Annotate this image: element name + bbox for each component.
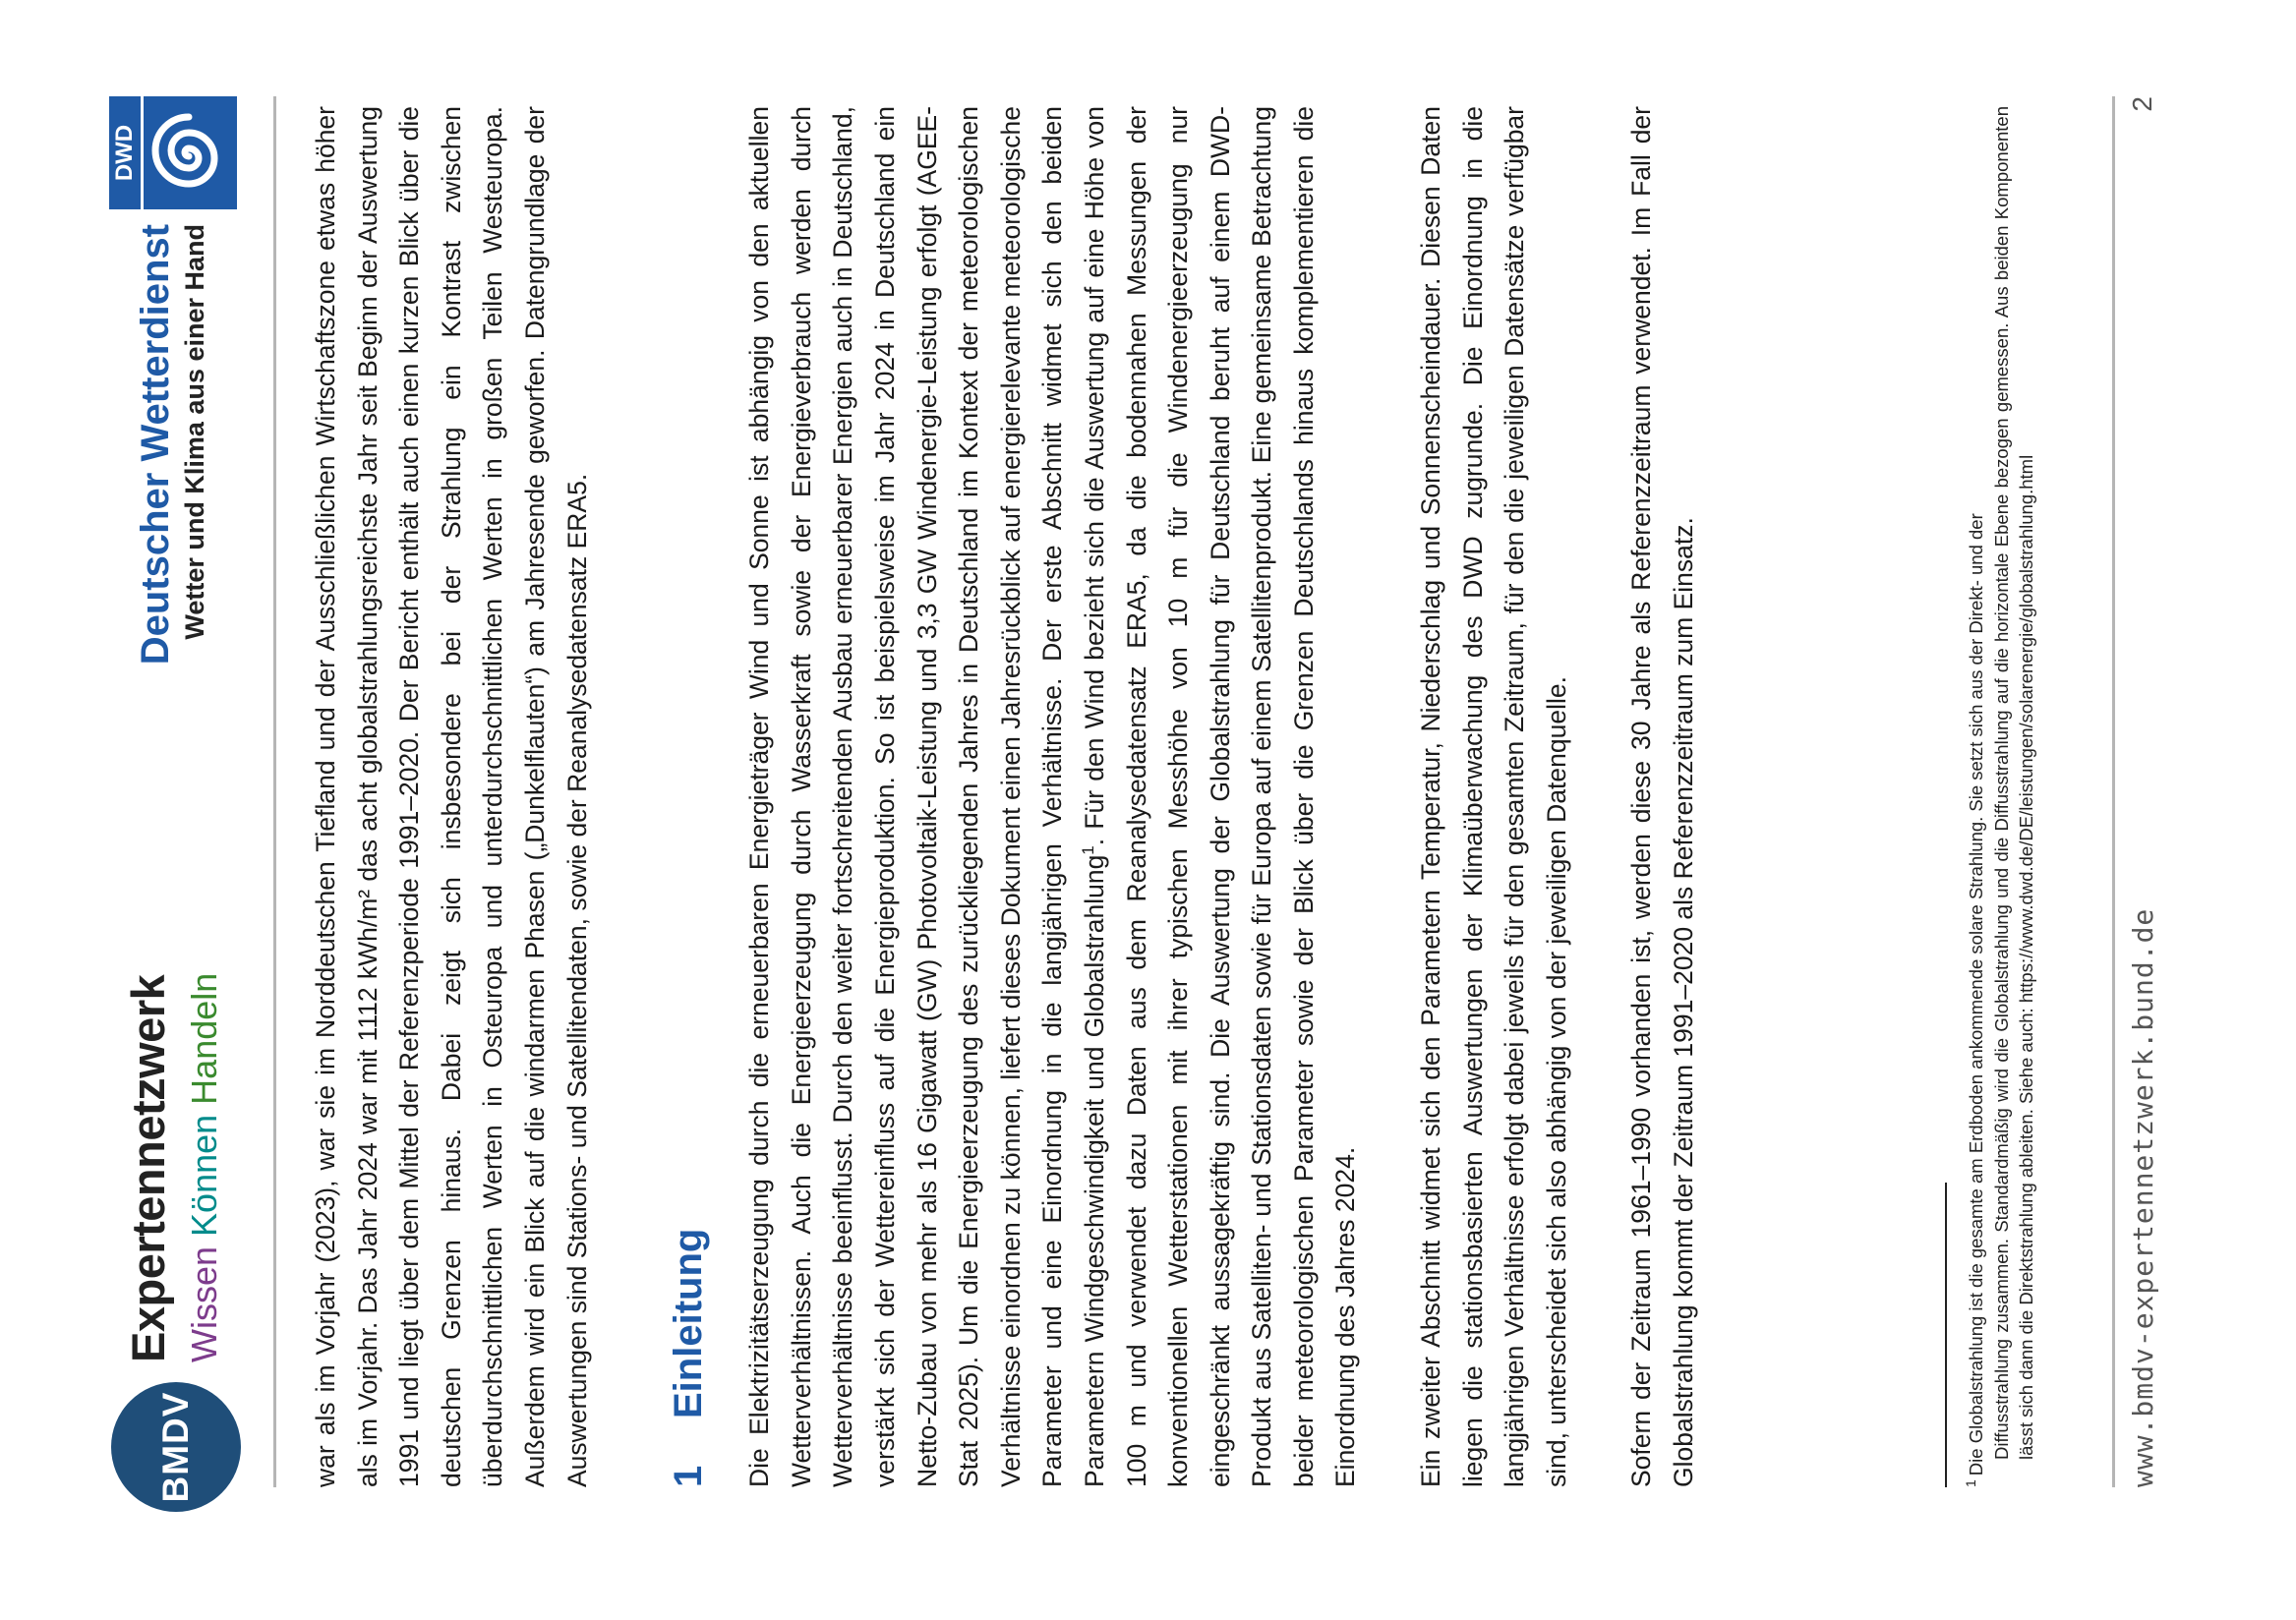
footnote-text-first: Die Globalstrahlung ist die gesamte am Erdboden ankommende solare Strahlung. Sie setzt sich aus der Direkt- und der: [1966, 513, 1986, 1476]
paragraph-1-part-a: Die Elektrizitätserzeugung durch die erneuerbaren Energieträger Wind und Sonne ist abhängig von den aktuellen Wetterverhältnissen. Auch die Energieerzeugung durch Wasserkraft sowie der Energieverbrauch werden durch Wetterverhältnisse beeinflusst. Durch den weiter fortschreitenden Ausbau erneuerbarer Energien auch in Deutschland, verstärkt sich der Wettereinfluss auf die Energieproduktion. So ist beispielsweise im Jahr 2024 in Deutschland ein Netto-Zubau von mehr als 16 Gigawatt (GW) Photovoltaik-Leistung und 3,3 GW Windenergie-Leistung erfolgt (AGEE-Stat 2025). Um die Energieerzeugung des zurückliegenden Jahres in Deutschland im Kontext der meteorologischen Verhältnisse einordnen zu können, liefert dieses Dokument einen Jahresrückblick auf energierelevante meteorologische Parameter und eine Einordnung in die langjährigen Verhältnisse. Der erste Abschnitt widmet sich den beiden Parametern Windgeschwindigkeit und Globalstrahlung: [744, 106, 1109, 1487]
dwd-logo-label: DWD: [111, 96, 144, 209]
dwd-spiral-icon: [145, 103, 233, 202]
expertennetzwerk-title: Expertennetzwerk: [122, 974, 174, 1362]
section-paragraph-3: Sofern der Zeitraum 1961–1990 vorhanden ist, werden diese 30 Jahre als Referenzzeitraum verwendet. Im Fall der Globalstrahlung kommt der Zeitraum 1991–2020 als Referenzzeitraum zum Einsatz.: [1626, 106, 1699, 1487]
slogan-handeln: Handeln: [184, 972, 224, 1105]
footnote: [1964, 106, 2039, 1487]
dwd-wordmark: [133, 224, 211, 665]
expertennetzwerk-slogan: [184, 973, 225, 1362]
footer-divider: [2112, 96, 2115, 1487]
footnote-divider: [1945, 1183, 1947, 1487]
section-paragraph-1: [738, 106, 1367, 1487]
section-heading: [667, 106, 711, 1487]
bmdv-logo-text: BMDV: [155, 1391, 196, 1503]
main-content: [305, 106, 1705, 1487]
dwd-spiral-logo: [109, 96, 237, 209]
dwd-name: Deutscher Wetterdienst: [134, 224, 177, 665]
header-divider: [273, 96, 276, 1487]
slogan-wissen: Wissen: [184, 1245, 224, 1362]
section-title: Einleitung: [667, 1228, 711, 1418]
page-number: 2: [2127, 96, 2157, 112]
footer-url-link[interactable]: www.bmdv-expertennetzwerk.bund.de: [2127, 907, 2159, 1487]
slogan-koennen: Können: [184, 1114, 224, 1237]
dwd-slogan: Wetter und Klima aus einer Hand: [180, 224, 209, 640]
intro-paragraph: war als im Vorjahr (2023), war sie im Norddeutschen Tiefland und der Ausschließlichen Wirtschaftszone etwas höher als im Vorjahr. Das Jahr 2024 war mit 1112 kWh/m² das acht globalstrahlungsreichste Jahr seit Beginn der Auswertung 1991 und liegt über dem Mittel der Referenzperiode 1991–2020. Der Bericht enthält auch einen kurzen Blick über die deutschen Grenzen hinaus. Dabei zeigt sich insbesondere bei der Strahlung ein Kontrast zwischen überdurchschnittlichen Werten in Osteuropa und unterdurchschnittlichen Werten in großen Teilen Westeuropa. Außerdem wird ein Blick auf die windarmen Phasen („Dunkelflauten“) am Jahresende geworfen. Datengrundlage der Auswertungen sind Stations- und Satellitendaten, sowie der Reanalysedatensatz ERA5.: [311, 106, 592, 1487]
paragraph-1-part-b: . Für den Wind bezieht sich die Auswertung auf eine Höhe von 100 m und verwendet dazu Daten aus dem Reanalysedatensatz ERA5, da die bodennahen Messungen der konventionellen Wetterstationen mit ihrer typischen Messhöhe von 10 m für die Windenergieerzeugung nur eingeschränkt aussagekräftig sind. Die Auswertung der Globalstrahlung für Deutschland beruht auf einem DWD-Produkt aus Satelliten- und Stationsdaten sowie für Europa auf einem Satellitenprodukt. Eine gemeinsame Betrachtung beider meteorologischen Parameter sowie der Blick über die Grenzen Deutschlands hinaus komplementieren die Einordnung des Jahres 2024.: [1079, 106, 1361, 1487]
section-number: 1: [667, 1465, 711, 1487]
footnote-mark: 1: [1962, 1479, 1978, 1487]
section-paragraph-2: Ein zweiter Abschnitt widmet sich den Parametern Temperatur, Niederschlag und Sonnenscheindauer. Diesen Daten liegen die stationsbasierten Auswertungen der Klimaüberwachung des DWD zugrunde. Die Einordnung in die langjährigen Verhältnisse erfolgt dabei jeweils für den gesamten Zeitraum, für den die jeweiligen Datensätze verfügbar sind, unterscheidet sich also abhängig von der jeweiligen Datenquelle.: [1416, 106, 1571, 1487]
bmdv-logo: [111, 1382, 241, 1512]
footnote-text-rest[interactable]: Diffusstrahlung zusammen. Standardmäßig wird die Globalstrahlung und die Diffusstrahlung auf die horizontale Ebene bezogen gemessen. Aus beiden Komponenten lässt sich dann die Direktstrahlung ableiten. Siehe auch: https://www.dwd.de/DE/leistungen/solarenergie/globalstrahlung.html: [1990, 106, 2036, 1460]
page-header: [103, 96, 270, 1512]
footnote-reference[interactable]: 1: [1079, 845, 1098, 855]
